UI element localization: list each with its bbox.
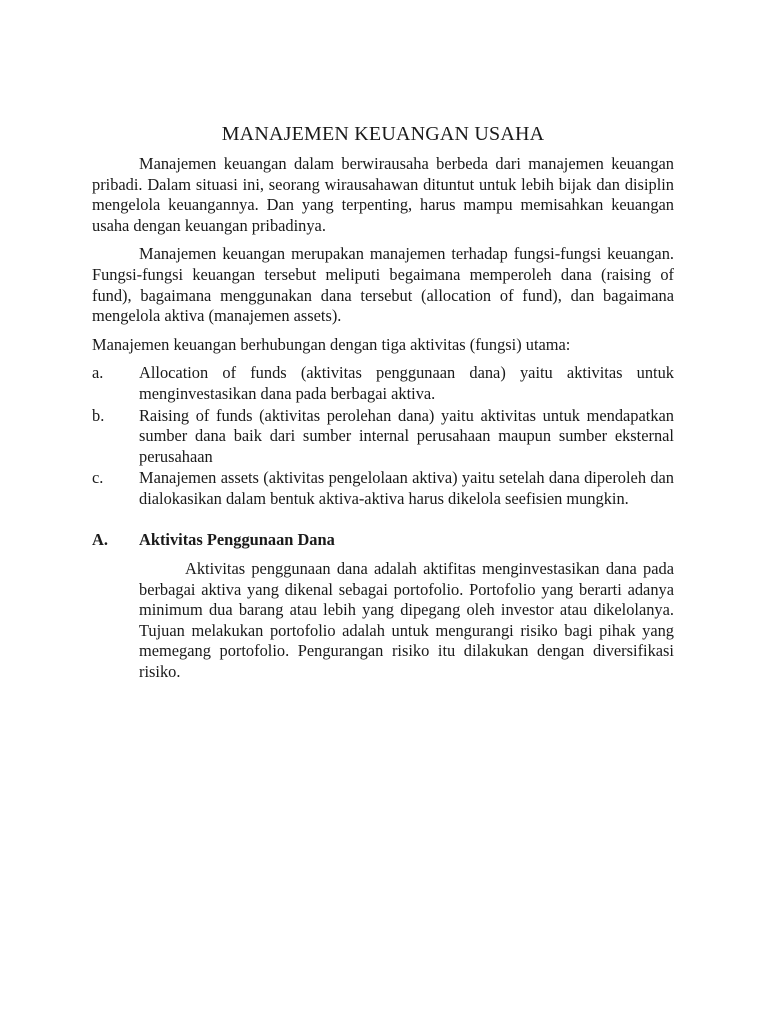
paragraph-list-intro: Manajemen keuangan berhubungan dengan tiga aktivitas (fungsi) utama: [92, 334, 571, 354]
paragraph-definition: Manajemen keuangan merupakan manajemen terhadap fungsi-fungsi keuangan. Fungsi-fungsi keuangan tersebut meliputi begaimana memperoleh dana (raising of fund), bagaimana menggunakan dana tersebut (allocation of fund), dan bagaimana mengelola aktiva (manajemen assets). [92, 244, 674, 326]
list-item [92, 468, 674, 509]
list-item-text: Raising of funds (aktivitas perolehan dana) yaitu aktivitas untuk mendapatkan sumber dana baik dari sumber internal perusahaan maupun sumber eksternal perusahaan [139, 405, 674, 466]
section-body: Aktivitas penggunaan dana adalah aktifitas menginvestasikan dana pada berbagai aktiva yang dikenal sebagai portofolio. Portofolio yang berarti adanya minimum dua barang atau lebih yang dipegang oleh investor atau dikelolanya. Tujuan melakukan portofolio adalah untuk mengurangi risiko bagi pihak yang memegang portofolio. Pengurangan risiko itu dilakukan dengan diversifikasi risiko. [139, 559, 674, 682]
document-title: MANAJEMEN KEUANGAN USAHA [221, 123, 545, 145]
function-list [92, 363, 674, 509]
section-marker: A. [92, 529, 108, 549]
section-heading [92, 530, 674, 551]
list-marker: b. [92, 405, 105, 425]
paragraph-intro: Manajemen keuangan dalam berwirausaha berbeda dari manajemen keuangan pribadi. Dalam situasi ini, seorang wirausahawan dituntut untuk lebih bijak dan disiplin mengelola keuangannya. Dan yang terpenting, harus mampu memisahkan keuangan usaha dengan keuangan pribadinya. [92, 154, 674, 235]
list-item [92, 363, 674, 404]
document-page [92, 122, 674, 683]
list-marker: a. [92, 363, 104, 383]
list-marker: c. [92, 468, 104, 488]
list-item-text: Manajemen assets (aktivitas pengelolaan aktiva) yaitu setelah dana diperoleh dan dialokasikan dalam bentuk aktiva-aktiva harus dikelola seefisien mungkin. [139, 468, 674, 508]
section-title: Aktivitas Penggunaan Dana [139, 529, 335, 549]
list-item [92, 406, 674, 468]
list-item-text: Allocation of funds (aktivitas penggunaan dana) yaitu aktivitas untuk menginvestasikan dana pada berbagai aktiva. [139, 363, 674, 403]
